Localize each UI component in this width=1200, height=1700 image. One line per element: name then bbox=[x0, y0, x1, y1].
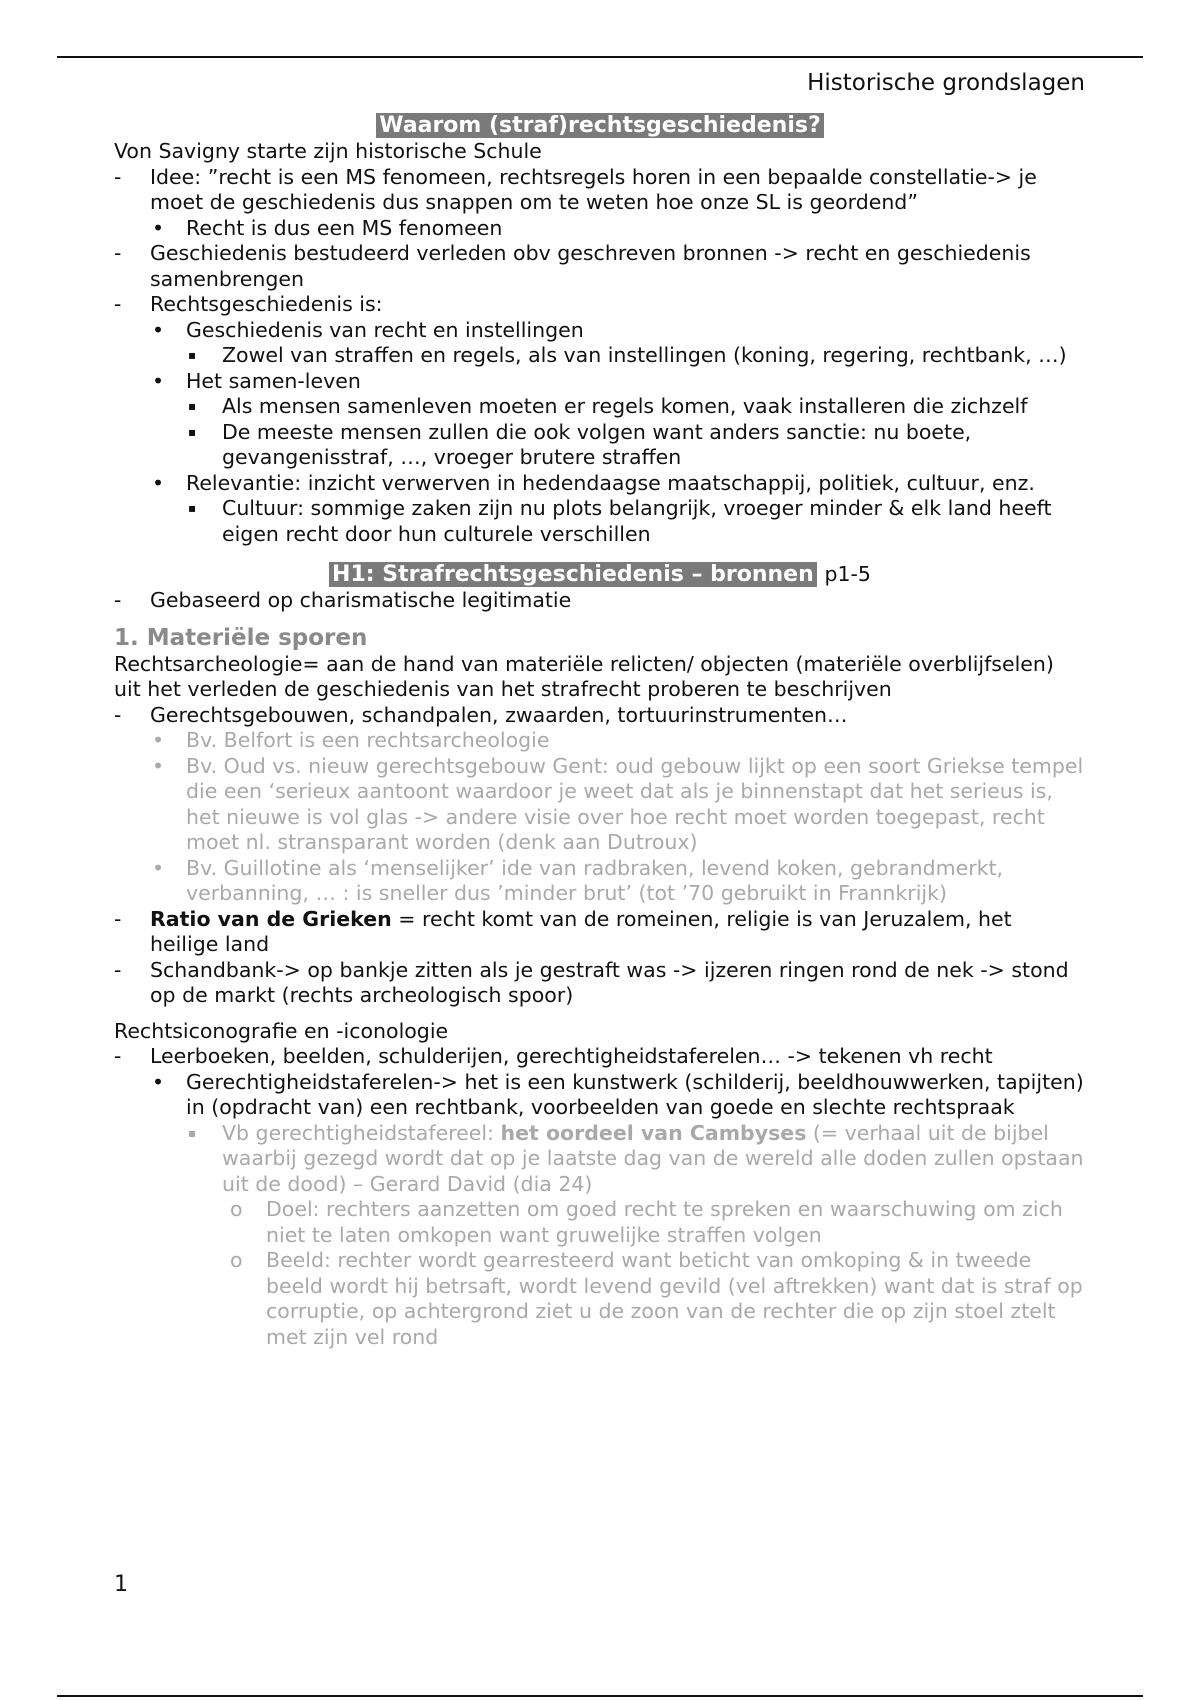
list-item: - Geschiedenis bestudeerd verleden obv geschreven bronnen -> recht en geschiedenis samenbrengen bbox=[114, 241, 1031, 291]
list-item: - Schandbank-> op bankje zitten als je gestraft was -> ijzeren ringen rond de nek -> stond op de markt (rechts archeologisch spoor) bbox=[114, 957, 1069, 1007]
list-item: - Gebaseerd op charismatische legitimatie bbox=[114, 588, 572, 612]
bullet-marker: • bbox=[152, 215, 165, 240]
list-item: o Doel: rechters aanzetten om goed recht te spreken en waarschuwing om zich niet te laten omkopen want gruwelijke straffen volgen bbox=[230, 1197, 1063, 1247]
square-marker: ▪ bbox=[188, 501, 197, 515]
square-marker: ▪ bbox=[188, 424, 197, 439]
dash-marker: - bbox=[114, 957, 122, 982]
intro-lead: Von Savigny starte zijn historische Schule bbox=[114, 139, 542, 163]
list-item: • Geschiedenis van recht en instellingen bbox=[152, 317, 584, 342]
subsection-heading: 1. Materiële sporen bbox=[114, 624, 368, 651]
dash-marker: - bbox=[114, 906, 122, 931]
dash-marker: - bbox=[114, 241, 122, 265]
list-item: • Bv. Guillotine als ‘menselijker’ ide van radbraken, levend koken, gebrandmerkt, verbanning, … : is sneller dus ’minder brut’ (tot ’70 gebruikt in Frannkrijk) bbox=[152, 855, 1004, 905]
circle-marker: o bbox=[230, 1248, 243, 1272]
list-item: • Bv. Oud vs. nieuw gerechtsgebouw Gent: oud gebouw lijkt op een soort Griekse tempel die een ‘serieux aantoont waardoor je weet dat als je binnenstapt dat het serieus is, het nieuwe is vol glas -> andere visie over hoe recht moet worden toegepast, recht moet nl. stransparant worden (denk aan Dutroux) bbox=[152, 753, 1084, 854]
bullet-marker: • bbox=[152, 368, 165, 393]
list-item: • Recht is dus een MS fenomeen bbox=[152, 215, 503, 240]
list-item: o Beeld: rechter wordt gearresteerd want beticht van omkoping & in tweede beeld wordt hij betrsaft, wordt levend gevild (vel aftrekken) want dat is straf op corruptie, op achtergrond ziet u de zoon van de rechter die op zijn stoel ztelt met zijn vel rond bbox=[230, 1248, 1083, 1349]
definition-paragraph: Rechtsarcheologie= aan de hand van materiële relicten/ objecten (materiële overblijfselen) uit het verleden de geschiedenis van het strafrecht proberen te beschrijven bbox=[114, 651, 1054, 701]
bullet-marker: • bbox=[152, 728, 165, 752]
dash-marker: - bbox=[114, 164, 122, 189]
dash-marker: - bbox=[114, 1044, 122, 1068]
bottom-rule bbox=[57, 1695, 1143, 1697]
list-item: ▪ Als mensen samenleven moeten er regels komen, vaak installeren die zichzelf bbox=[188, 394, 1028, 418]
document-body bbox=[114, 113, 1086, 1350]
list-item: ▪ Cultuur: sommige zaken zijn nu plots belangrijk, vroeger minder & elk land heeft eigen recht door hun culturele verschillen bbox=[188, 496, 1052, 546]
square-marker: ▪ bbox=[188, 1125, 197, 1140]
list-item: - Ratio van de Grieken = recht komt van de romeinen, religie is van Jeruzalem, het heilige land bbox=[114, 906, 1012, 956]
list-item: - Idee: ”recht is een MS fenomeen, rechtsregels horen in een bepaalde constellatie-> je moet de geschiedenis dus snappen om te weten hoe onze SL is geordend” bbox=[114, 164, 1037, 214]
list-item: • Bv. Belfort is een rechtsarcheologie bbox=[152, 728, 550, 752]
top-rule bbox=[57, 56, 1143, 58]
section-title: Waarom (straf)rechtsgeschiedenis? bbox=[114, 113, 1086, 139]
list-item: • Gerechtigheidstaferelen-> het is een kunstwerk (schilderij, beeldhouwwerken, tapijten) in (opdracht van) een rechtbank, voorbeelden van goede en slechte rechtspraak bbox=[152, 1069, 1084, 1119]
running-header: Historische grondslagen bbox=[807, 70, 1085, 96]
circle-marker: o bbox=[230, 1197, 243, 1221]
list-item: ▪ Zowel van straffen en regels, als van instellingen (koning, regering, rechtbank, …) bbox=[188, 343, 1067, 367]
list-item: ▪ De meeste mensen zullen die ook volgen want anders sanctie: nu boete, gevangenisstraf, …, vroeger brutere straffen bbox=[188, 419, 972, 469]
bullet-marker: • bbox=[152, 470, 165, 495]
list-item: • Relevantie: inzicht verwerven in hedendaagse maatschappij, politiek, cultuur, enz. bbox=[152, 470, 1035, 495]
dash-marker: - bbox=[114, 588, 122, 612]
list-item: ▪ Vb gerechtigheidstafereel: het oordeel van Cambyses (= verhaal uit de bijbel waarbij gezegd wordt dat op je laatste dag van de wereld alle doden zullen opstaan uit de dood) – Gerard David (dia 24) bbox=[188, 1120, 1084, 1196]
page-number: 1 bbox=[114, 1572, 128, 1597]
dash-marker: - bbox=[114, 702, 122, 727]
bullet-marker: • bbox=[152, 1069, 165, 1094]
list-item: - Rechtsgeschiedenis is: bbox=[114, 292, 383, 316]
square-marker: ▪ bbox=[188, 399, 197, 413]
list-item: • Het samen-leven bbox=[152, 368, 361, 393]
iconography-lead: Rechtsiconografie en -iconologie bbox=[114, 1018, 449, 1043]
list-item: - Leerboeken, beelden, schulderijen, gerechtigheidstaferelen… -> tekenen vh recht bbox=[114, 1044, 993, 1068]
dash-marker: - bbox=[114, 292, 122, 316]
page-reference: p1-5 bbox=[824, 562, 871, 586]
bullet-marker: • bbox=[152, 317, 165, 342]
chapter-title: H1: Strafrechtsgeschiedenis – bronnen p1-5 bbox=[114, 561, 1086, 588]
list-item: - Gerechtsgebouwen, schandpalen, zwaarden, tortuurinstrumenten… bbox=[114, 702, 848, 727]
square-marker: ▪ bbox=[188, 348, 197, 362]
bullet-marker: • bbox=[152, 855, 165, 880]
bullet-marker: • bbox=[152, 753, 165, 778]
